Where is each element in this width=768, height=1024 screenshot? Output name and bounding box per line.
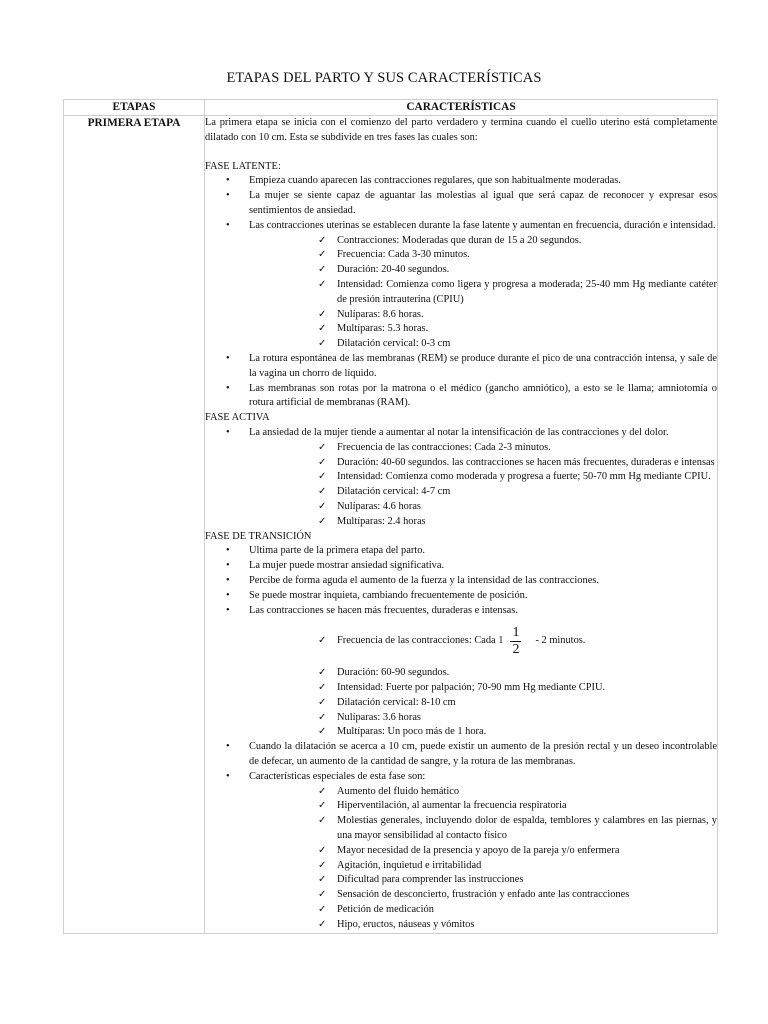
bullet-icon: • — [226, 352, 230, 364]
list-item: • Las contracciones se hacen más frecuentes, duraderas e intensas. ✓ Frecuencia de las contracciones: Cada 1 $\frac{1}{2}$ - 2 minutos. ✓ Duración: 60-90 segundos. ✓ Intensidad: Fuerte por palpación; 70-90 mm Hg mediante CPIU. ✓ Dilatación cervical: 8-10 cm ✓ Nulíparas: 3.6 horas ✓ Multíparas: Un poco más de 1 hora. — [205, 604, 717, 741]
check-item: ✓ Hipo, eructos, náuseas y vómitos — [249, 918, 717, 933]
bullet-icon: • — [226, 545, 230, 557]
list-item: • Las contracciones uterinas se establecen durante la fase latente y aumentan en frecuencia, duración e intensidad. ✓ Contracciones: Moderadas que duran de 15 a 20 segundos. ✓ Frecuencia: Cada 3-30 minutos. ✓ Duración: 20-40 segundos. ✓ Intensidad: Comienza como ligera y progresa a moderada; 25-40 mm Hg mediante catéter de presión intrauterina (CPIU) ✓ Nulíparas: 8.6 horas. ✓ Multíparas: 5.3 horas. ✓ Dilatación cervical: 0-3 cm — [205, 219, 717, 352]
checkmark-icon: ✓ — [318, 249, 327, 261]
checkmark-icon: ✓ — [318, 441, 327, 453]
checkmark-icon: ✓ — [318, 234, 327, 246]
check-item: ✓ Multíparas: Un poco más de 1 hora. — [249, 725, 717, 740]
check-item: ✓ Agitación, inquietud e irritabilidad — [249, 859, 717, 874]
checkmark-icon: ✓ — [318, 696, 327, 708]
stages-table — [63, 99, 718, 934]
checkmark-icon: ✓ — [318, 456, 327, 468]
check-item: ✓ Dilatación cervical: 8-10 cm — [249, 696, 717, 711]
checkmark-icon: ✓ — [318, 667, 327, 679]
list-item: • La mujer puede mostrar ansiedad significativa. — [205, 559, 717, 574]
bullet-icon: • — [226, 770, 230, 782]
activa-checks — [249, 441, 717, 530]
check-item: ✓ Duración: 20-40 segundos. — [249, 263, 717, 278]
checkmark-icon: ✓ — [318, 889, 327, 901]
bullet-icon: • — [226, 219, 230, 231]
bullet-icon: • — [226, 589, 230, 601]
header-etapas: ETAPAS — [64, 100, 205, 116]
checkmark-icon: ✓ — [318, 635, 327, 647]
check-item: ✓ Duración: 60-90 segundos. — [249, 666, 717, 681]
checkmark-icon: ✓ — [318, 323, 327, 335]
checkmark-icon: ✓ — [318, 815, 327, 827]
check-item: ✓ Nulíparas: 3.6 horas — [249, 711, 717, 726]
checkmark-icon: ✓ — [318, 711, 327, 723]
bullet-icon: • — [226, 426, 230, 438]
activa-bullets — [205, 426, 717, 530]
list-item: • La ansiedad de la mujer tiende a aumentar al notar la intensificación de las contracciones y del dolor. ✓ Frecuencia de las contracciones: Cada 2-3 minutos. ✓ Duración: 40-60 segundos. las contracciones se hacen más frecuentes, duraderas e intensas ✓ Intensidad: Comienza como moderada y progresa a fuerte; 50-70 mm Hg mediante CPIU. ✓ Dilatación cervical: 4-7 cm ✓ Nulíparas: 4.6 horas ✓ Multíparas: 2.4 horas — [205, 426, 717, 530]
list-item: • Ultima parte de la primera etapa del parto. — [205, 544, 717, 559]
characteristics-cell — [205, 116, 718, 934]
checkmark-icon: ✓ — [318, 264, 327, 276]
check-item: ✓ Aumento del fluido hemático — [249, 785, 717, 800]
bullet-icon: • — [226, 604, 230, 616]
checkmark-icon: ✓ — [318, 800, 327, 812]
check-item: ✓ Contracciones: Moderadas que duran de 15 a 20 segundos. — [249, 234, 717, 249]
list-item: • Cuando la dilatación se acerca a 10 cm, puede existir un aumento de la presión rectal y un deseo incontrolable de defecar, un aumento de la cantidad de sangre, y la rotura de las membranas. — [226, 741, 717, 768]
list-item: • Características especiales de esta fase son: ✓ Aumento del fluido hemático ✓ Hiperventilación, al aumentar la frecuencia respiratoria ✓ Molestias generales, incluyendo dolor de espalda, temblores y calambres en las piernas, y una mayor sensibilidad al contacto físico ✓ Mayor necesidad de la presencia y apoyo de la pareja y/o enfermera ✓ Agitación, inquietud e irritabilidad ✓ Dificultad para comprender las instrucciones ✓ Sensación de desconcierto, frustración y enfado ante las contracciones ✓ Petición de medicación ✓ Hipo, eructos, náuseas y vómitos — [205, 770, 717, 933]
bullet-icon: • — [226, 574, 230, 586]
latente-checks — [249, 234, 717, 352]
fraction: $\frac{1}{2}$ — [512, 624, 520, 657]
checkmark-icon: ✓ — [318, 682, 327, 694]
checkmark-icon: ✓ — [318, 471, 327, 483]
check-item: ✓ Frecuencia de las contracciones: Cada 2-3 minutos. — [249, 441, 717, 456]
table-header-row — [64, 100, 718, 116]
check-item: ✓ Intensidad: Comienza como ligera y progresa a moderada; 25-40 mm Hg mediante catéter de presión intrauterina (CPIU) — [318, 278, 717, 305]
checkmark-icon: ✓ — [318, 904, 327, 916]
checkmark-icon: ✓ — [318, 918, 327, 930]
phase-heading-transicion: FASE DE TRANSICIÓN — [205, 530, 312, 542]
checkmark-icon: ✓ — [318, 874, 327, 886]
check-item: ✓ Multíparas: 5.3 horas. — [249, 322, 717, 337]
bullet-icon: • — [226, 190, 230, 202]
table-row — [64, 116, 718, 934]
check-item: ✓ Dilatación cervical: 4-7 cm — [249, 485, 717, 500]
check-item: ✓ Dilatación cervical: 0-3 cm — [249, 337, 717, 352]
bullet-icon: • — [226, 741, 230, 753]
latente-bullets — [205, 174, 717, 411]
bullet-icon: • — [226, 560, 230, 572]
header-caracteristicas: CARACTERÍSTICAS — [205, 100, 718, 116]
check-item: ✓ Multíparas: 2.4 horas — [249, 515, 717, 530]
transicion-bullets — [205, 544, 717, 932]
stage-cell: PRIMERA ETAPA — [64, 116, 205, 934]
intro-paragraph: La primera etapa se inicia con el comienzo del parto verdadero y termina cuando el cuello uterino está completamente dilatado con 10 cm. Esta se subdivide en tres fases las cuales son: — [205, 117, 717, 143]
check-item: ✓ Frecuencia: Cada 3-30 minutos. — [249, 248, 717, 263]
check-item: ✓ Sensación de desconcierto, frustración y enfado ante las contracciones — [249, 888, 717, 903]
list-item: • Empieza cuando aparecen las contracciones regulares, que son habitualmente moderadas. — [205, 174, 717, 189]
check-item: ✓ Nulíparas: 4.6 horas — [249, 500, 717, 515]
check-item: ✓ Intensidad: Comienza como moderada y progresa a fuerte; 50-70 mm Hg mediante CPIU. — [249, 470, 717, 485]
checkmark-icon: ✓ — [318, 859, 327, 871]
check-item: ✓ Duración: 40-60 segundos. las contracciones se hacen más frecuentes, duraderas e intensas — [249, 456, 717, 471]
checkmark-icon: ✓ — [318, 486, 327, 498]
checkmark-icon: ✓ — [318, 308, 327, 320]
check-item: ✓ Petición de medicación — [249, 903, 717, 918]
check-item: ✓ Intensidad: Fuerte por palpación; 70-90 mm Hg mediante CPIU. — [249, 681, 717, 696]
checkmark-icon: ✓ — [318, 726, 327, 738]
document-title: ETAPAS DEL PARTO Y SUS CARACTERÍSTICAS — [226, 70, 542, 86]
list-item: • Percibe de forma aguda el aumento de la fuerza y la intensidad de las contracciones. — [205, 574, 717, 589]
special-checks — [249, 785, 717, 933]
list-item: • La mujer se siente capaz de aguantar las molestias al igual que será capaz de reconocer y expresar esos sentimientos de ansiedad. — [226, 190, 717, 216]
check-item: ✓ Nulíparas: 8.6 horas. — [249, 308, 717, 323]
check-item-frequency: ✓ Frecuencia de las contracciones: Cada 1 $\frac{1}{2}$ - 2 minutos. — [318, 624, 586, 657]
phase-heading-activa: FASE ACTIVA — [205, 412, 270, 424]
checkmark-icon: ✓ — [318, 785, 327, 797]
checkmark-icon: ✓ — [318, 500, 327, 512]
bullet-icon: • — [226, 175, 230, 187]
check-item: ✓ Molestias generales, incluyendo dolor de espalda, temblores y calambres en las piernas, y una mayor sensibilidad al contacto físico — [318, 815, 717, 842]
transicion-checks — [249, 626, 717, 740]
list-item: • La rotura espontánea de las membranas (REM) se produce durante el pico de una contracción intensa, y sale de la vagina un chorro de líquido. — [226, 352, 717, 379]
phase-heading-latente: FASE LATENTE: — [205, 160, 281, 172]
check-item: ✓ Mayor necesidad de la presencia y apoyo de la pareja y/o enfermera — [249, 844, 717, 859]
checkmark-icon: ✓ — [318, 338, 327, 350]
check-item: ✓ Hiperventilación, al aumentar la frecuencia respiratoria — [249, 799, 717, 814]
list-item: • Las membranas son rotas por la matrona o el médico (gancho amniótico), a esto se le llama; amniotomía o rotura artificial de membranas (RAM). — [226, 382, 717, 409]
checkmark-icon: ✓ — [318, 278, 327, 290]
list-item: • Se puede mostrar inquieta, cambiando frecuentemente de posición. — [205, 589, 717, 604]
check-item: ✓ Dificultad para comprender las instrucciones — [249, 873, 717, 888]
bullet-icon: • — [226, 382, 230, 394]
checkmark-icon: ✓ — [318, 844, 327, 856]
checkmark-icon: ✓ — [318, 515, 327, 527]
